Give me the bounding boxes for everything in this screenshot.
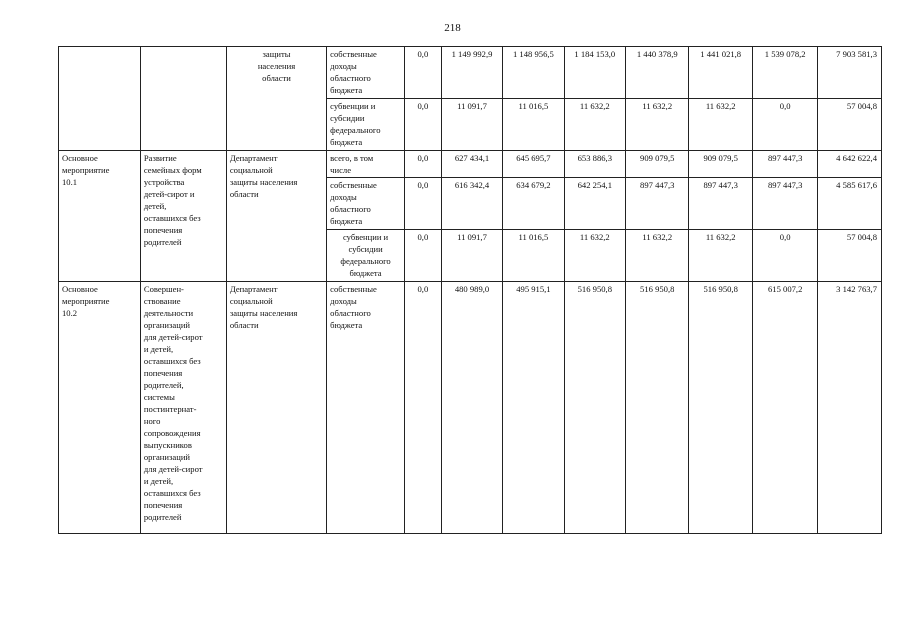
total-cell: 7 903 581,3 xyxy=(818,47,882,99)
activity-name-cell xyxy=(140,47,226,151)
event-cell: Основное мероприятие 10.1 xyxy=(59,151,141,282)
total-cell: 3 142 763,7 xyxy=(818,282,882,534)
value-cell: 897 447,3 xyxy=(752,178,818,230)
funding-source-cell: субвенции и субсидии федерального бюджета xyxy=(327,99,405,151)
budget-table xyxy=(58,46,882,534)
value-cell: 897 447,3 xyxy=(626,178,689,230)
event-cell xyxy=(59,47,141,151)
value-cell: 11 632,2 xyxy=(564,230,625,282)
funding-source-cell: собственные доходы областного бюджета xyxy=(327,178,405,230)
table-row xyxy=(59,282,882,534)
value-cell: 11 091,7 xyxy=(441,99,502,151)
value-cell: 11 016,5 xyxy=(503,99,564,151)
value-cell: 1 539 078,2 xyxy=(752,47,818,99)
value-cell: 1 148 956,5 xyxy=(503,47,564,99)
total-cell: 57 004,8 xyxy=(818,230,882,282)
table-row xyxy=(59,151,882,178)
value-cell: 615 007,2 xyxy=(752,282,818,534)
value-cell: 0,0 xyxy=(404,47,441,99)
value-cell: 11 632,2 xyxy=(626,99,689,151)
activity-name-cell: Совершен- ствование деятельности организаций для детей-сирот и детей, оставшихся без попечения родителей, системы постинтернат- ного сопровождения выпускников организаций для детей-сирот и детей, оставшихся без попечения родителей xyxy=(140,282,226,534)
value-cell: 1 149 992,9 xyxy=(441,47,502,99)
table-row xyxy=(59,47,882,99)
executor-cell: защиты населения области xyxy=(226,47,326,151)
page-number: 218 xyxy=(444,22,461,34)
executor-cell: Департамент социальной защиты населения области xyxy=(226,282,326,534)
value-cell: 11 632,2 xyxy=(626,230,689,282)
value-cell: 627 434,1 xyxy=(441,151,502,178)
value-cell: 897 447,3 xyxy=(689,178,752,230)
executor-cell: Департамент социальной защиты населения области xyxy=(226,151,326,282)
value-cell: 0,0 xyxy=(752,230,818,282)
value-cell: 11 632,2 xyxy=(564,99,625,151)
value-cell: 11 632,2 xyxy=(689,230,752,282)
value-cell: 480 989,0 xyxy=(441,282,502,534)
value-cell: 0,0 xyxy=(404,99,441,151)
value-cell: 0,0 xyxy=(752,99,818,151)
value-cell: 0,0 xyxy=(404,282,441,534)
value-cell: 909 079,5 xyxy=(626,151,689,178)
funding-source-cell: собственные доходы областного бюджета xyxy=(327,47,405,99)
total-cell: 4 642 622,4 xyxy=(818,151,882,178)
value-cell: 1 184 153,0 xyxy=(564,47,625,99)
value-cell: 11 091,7 xyxy=(441,230,502,282)
funding-source-cell: всего, в том числе xyxy=(327,151,405,178)
value-cell: 516 950,8 xyxy=(689,282,752,534)
value-cell: 11 016,5 xyxy=(503,230,564,282)
value-cell: 516 950,8 xyxy=(626,282,689,534)
value-cell: 645 695,7 xyxy=(503,151,564,178)
value-cell: 11 632,2 xyxy=(689,99,752,151)
value-cell: 1 440 378,9 xyxy=(626,47,689,99)
value-cell: 909 079,5 xyxy=(689,151,752,178)
value-cell: 634 679,2 xyxy=(503,178,564,230)
value-cell: 495 915,1 xyxy=(503,282,564,534)
value-cell: 653 886,3 xyxy=(564,151,625,178)
value-cell: 1 441 021,8 xyxy=(689,47,752,99)
activity-name-cell: Развитие семейных форм устройства детей-сирот и детей, оставшихся без попечения родителей xyxy=(140,151,226,282)
total-cell: 4 585 617,6 xyxy=(818,178,882,230)
value-cell: 516 950,8 xyxy=(564,282,625,534)
value-cell: 0,0 xyxy=(404,178,441,230)
funding-source-cell: субвенции и субсидии федерального бюджета xyxy=(327,230,405,282)
value-cell: 0,0 xyxy=(404,230,441,282)
value-cell: 0,0 xyxy=(404,151,441,178)
total-cell: 57 004,8 xyxy=(818,99,882,151)
funding-source-cell: собственные доходы областного бюджета xyxy=(327,282,405,534)
event-cell: Основное мероприятие 10.2 xyxy=(59,282,141,534)
value-cell: 616 342,4 xyxy=(441,178,502,230)
value-cell: 642 254,1 xyxy=(564,178,625,230)
value-cell: 897 447,3 xyxy=(752,151,818,178)
